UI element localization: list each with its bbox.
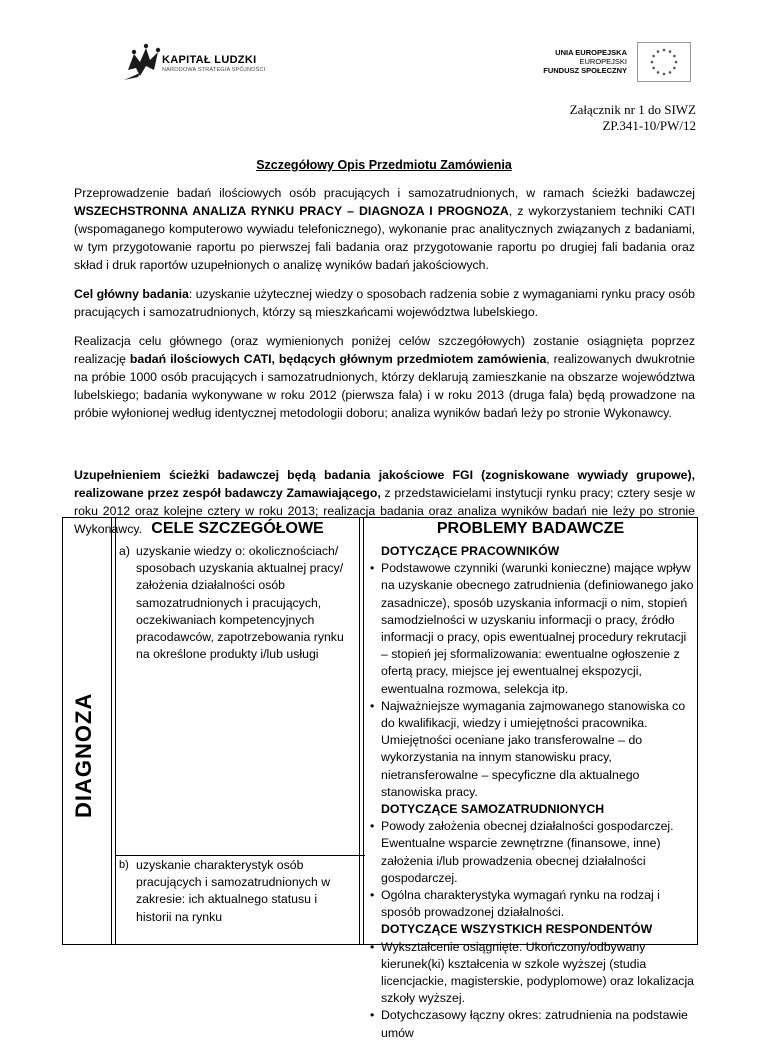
- problem-text: Podstawowe czynniki (warunki konieczne) mające wpływ na uzyskanie obecnego zatrudnienia (definiowanego jako zasadnicze), sposób uzyskania informacji o nim, stopień samodzielności w uzyskaniu informacji o pracy, źródło informacji o pracy, opis ewentualnej procedury rekrutacji – stopień jej sformalizowania: ewentualne ogłoszenie z ofertą pracy, miejsce jej ewentualnej ekspozycji, ewentualna rozmowa, selekcja itp.: [381, 561, 694, 696]
- p4-text-bold: Uzupełnieniem ścieżki badawczej będą badania jakościowe FGI (zogniskowane wywiady grupowe), realizowane przez zespół badawczy Zamawiającego,: [74, 468, 695, 500]
- paragraph-realization: [74, 332, 695, 422]
- bullet-icon: •: [370, 698, 375, 713]
- problem-text: Powody założenia obecnej działalności gospodarczej. Ewentualne wsparcie zewnętrzne (finansowe, inne) założenia i/lub prowadzenia obecnej działalności gospodarczej.: [381, 819, 674, 885]
- problem-item: [370, 698, 695, 801]
- problem-item: [370, 560, 695, 698]
- bullet-icon: •: [370, 1008, 375, 1023]
- row-divider-goals: [116, 855, 359, 856]
- p2-text-bold: Cel główny badania: [74, 287, 189, 301]
- problem-item: [370, 1007, 695, 1041]
- row-divider: [359, 855, 365, 856]
- goal-marker: b): [119, 859, 129, 871]
- section-heading: DOTYCZĄCE SAMOZATRUDNIONYCH: [381, 802, 605, 817]
- document-reference: [570, 102, 696, 134]
- p1-text-a: Przeprowadzenie badań ilościowych osób pracujących i samozatrudnionych, w ramach ścieżki badawczej: [74, 186, 695, 200]
- eu-logo: [532, 42, 692, 84]
- kl-subtitle: NARODOWA STRATEGIA SPÓJNOŚCI: [162, 67, 266, 73]
- problem-item: [370, 939, 695, 1008]
- reference-line2: ZP.341-10/PW/12: [602, 118, 696, 133]
- problem-item: [370, 887, 695, 921]
- document-title-text: Szczegółowy Opis Przedmiotu Zamówienia: [256, 158, 512, 172]
- kapital-ludzki-logo: [120, 40, 280, 88]
- p1-text-bold: WSZECHSTRONNA ANALIZA RYNKU PRACY – DIAGNOZA I PROGNOZA: [74, 204, 509, 218]
- p4-text: z przedstawicielami instytucji rynku pracy; cztery sesje w roku 2012 oraz kolejne cztery w roku 2013; realizacja badania oraz analiza wyników badań nie leży po stronie Wykonawcy.: [74, 486, 695, 536]
- paragraph-main-goal: [74, 285, 695, 321]
- goal-item: [119, 857, 355, 926]
- document-title: [0, 158, 768, 172]
- p2-text: : uzyskanie użytecznej wiedzy o sposobach radzenia sobie z wymaganiami rynku pracy osób pracujących i samozatrudnionych, którzy są mieszkańcami województwa lubelskiego.: [74, 287, 696, 319]
- diagnosis-label: DIAGNOZA: [71, 692, 96, 818]
- kl-title: KAPITAŁ LUDZKI: [162, 54, 257, 66]
- bullet-icon: •: [370, 561, 375, 576]
- p3-text-c: , realizowanych dwukrotnie na próbie 1000 osób pracujących i samozatrudnionych, którzy deklarują zamieszkanie na obszarze województwa lubelskiego; badania wykonywane w roku 2012 (pierwsza fala) i w roku 2013 (druga fala) będą prowadzone na próbie wyłonionej według identycznej metodologii doboru; analiza wyników badań leży po stronie Wykonawcy.: [74, 352, 696, 420]
- diagnosis-column: [63, 518, 112, 944]
- eu-flag-icon: [637, 42, 691, 82]
- section-heading: DOTYCZĄCE PRACOWNIKÓW: [381, 544, 560, 558]
- problems-header: PROBLEMY BADAWCZE: [436, 520, 625, 537]
- problem-text: Ogólna charakterystyka wymagań rynku na rodzaj i sposób prowadzonej działalności.: [381, 888, 660, 920]
- kapital-ludzki-emblem-icon: [120, 40, 166, 86]
- bullet-icon: •: [370, 888, 375, 903]
- problems-list: [370, 543, 695, 1042]
- goal-item: [119, 543, 355, 663]
- paragraph-intro: [74, 184, 695, 274]
- eu-line1: UNIA EUROPEJSKA: [555, 48, 627, 57]
- bullet-icon: •: [370, 819, 375, 834]
- problem-item: [370, 818, 695, 887]
- reference-line1: Załącznik nr 1 do SIWZ: [569, 102, 696, 117]
- problem-text: Dotychczasowy łączny okres: zatrudnienia na podstawie umów: [381, 1008, 688, 1040]
- section-heading: DOTYCZĄCE WSZYSTKICH RESPONDENTÓW: [381, 922, 653, 937]
- goals-header: CELE SZCZEGÓŁOWE: [151, 520, 324, 537]
- eu-line2: EUROPEJSKI: [579, 57, 627, 66]
- goal-marker: a): [119, 544, 130, 558]
- goal-text: uzyskanie charakterystyk osób pracujących i samozatrudnionych w zakresie: ich aktualnego statusu i historii na rynku: [136, 858, 331, 924]
- problem-text: Wykształcenie osiągnięte. Ukończony/odbywany kierunek(ki) kształcenia w szkole wyższej (studia licencjackie, magisterskie, podyplomowe) oraz lokalizacja szkoły wyższej.: [381, 939, 695, 1006]
- p3-text-bold: badań ilościowych CATI, będących głównym przedmiotem zamówienia: [129, 352, 547, 366]
- p1-text-c: , z wykorzystaniem techniki CATI (wspomaganego komputerowo wywiadu telefonicznego), wykonanie prac analitycznych związanych z badaniami, w tym przygotowanie raportu po pierwszej fali badania oraz przygotowanie raportu po drugiej fali badania oraz skład i druk raportów uzupełnionych o analizę wyników badań jakościowych.: [74, 204, 695, 272]
- bullet-icon: •: [370, 939, 375, 954]
- goals-problems-table: [62, 517, 698, 1040]
- p3-text-a: Realizacja celu głównego (oraz wymienionych poniżej celów szczegółowych) zostanie osiągnięta poprzez realizację: [74, 334, 695, 366]
- eu-line3: FUNDUSZ SPOŁECZNY: [543, 66, 627, 75]
- goal-text: uzyskanie wiedzy o: okolicznościach/ sposobach uzyskania aktualnej pracy/ założenia działalności osób samozatrudnionych i pracujących, oczekiwaniach kompetencyjnych pracodawców, zapotrzebowania rynku na określone produkty i/lub usługi: [136, 544, 344, 662]
- problem-text: Najważniejsze wymagania zajmowanego stanowiska co do kwalifikacji, wiedzy i umiejętności pracownika. Umiejętności oceniane jako transferowalne – do wykorzystania na innym stanowisku pracy, nietransferowalne – specyficzne dla aktualnego stanowiska pracy.: [381, 698, 686, 799]
